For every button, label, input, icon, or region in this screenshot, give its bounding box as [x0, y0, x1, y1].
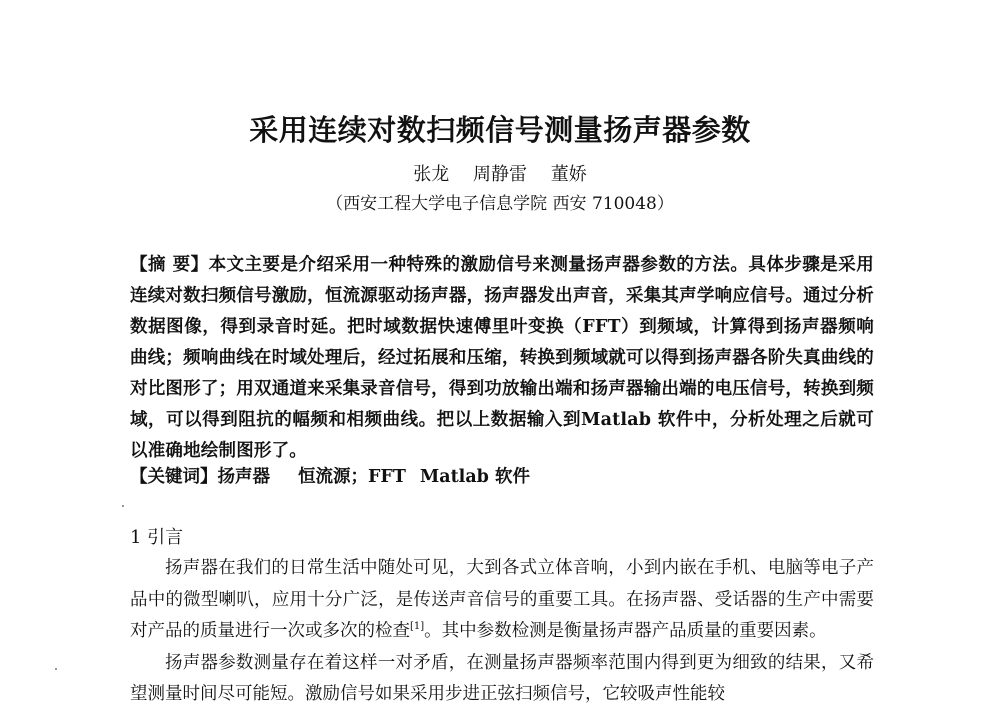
keywords-label: 【关键词】	[130, 467, 218, 487]
paragraph-text: 扬声器在我们的日常生活中随处可见，大到各式立体音响，小到内嵌在手机、电脑等电子产品中的微型喇叭，应用十分广泛，是传送声音信号的重要工具。在扬声器、受话器的生产中需要对产品的质量进行一次或多次的检查	[130, 558, 874, 642]
affiliation: （西安工程大学电子信息学院 西安 710048）	[326, 194, 674, 214]
paper-title: 采用连续对数扫频信号测量扬声器参数	[249, 113, 751, 147]
keywords-block	[130, 462, 874, 493]
paragraph-text: 扬声器参数测量存在着这样一对矛盾，在测量扬声器频率范围内得到更为细致的结果，又希望测量时间尽可能短。激励信号如果采用步进正弦扫频信号，它较吸声性能较	[130, 652, 874, 705]
author-list: 张龙 周静雷 董娇	[413, 164, 587, 185]
keyword-item: 扬声器	[217, 467, 270, 487]
paragraph	[130, 648, 874, 711]
citation-marker[interactable]: [1]	[410, 621, 425, 633]
abstract-text: 本文主要是介绍采用一种特殊的激励信号来测量扬声器参数的方法。具体步骤是采用连续对数扫频信号激励，恒流源驱动扬声器，扬声器发出声音，采集其声学响应信号。通过分析数据图像，得到录音时延。把时域数据快速傅里叶变换（FFT）到频域，计算得到扬声器频响曲线；频响曲线在时域处理后，经过拓展和压缩，转换到频域就可以得到扬声器各阶失真曲线的对比图形了；用双通道来采集录音信号，得到功放输出端和扬声器输出端的电压信号，转换到频域，可以得到阻抗的幅频和相频曲线。把以上数据输入到Matlab 软件中，分析处理之后就可以准确地绘制图形了。	[130, 255, 874, 461]
scan-speck	[55, 668, 57, 670]
paragraph	[130, 553, 874, 648]
section-heading-introduction: 1 引言	[130, 527, 184, 548]
abstract-block	[130, 250, 874, 467]
introduction-body	[130, 553, 874, 711]
keyword-item: 恒流源；FFT	[298, 467, 406, 487]
abstract-label: 【摘 要】	[130, 255, 209, 275]
paragraph-text: 。其中参数检测是衡量扬声器产品质量的重要因素。	[424, 621, 827, 642]
keyword-item: Matlab 软件	[419, 467, 530, 487]
scan-speck	[122, 505, 124, 507]
